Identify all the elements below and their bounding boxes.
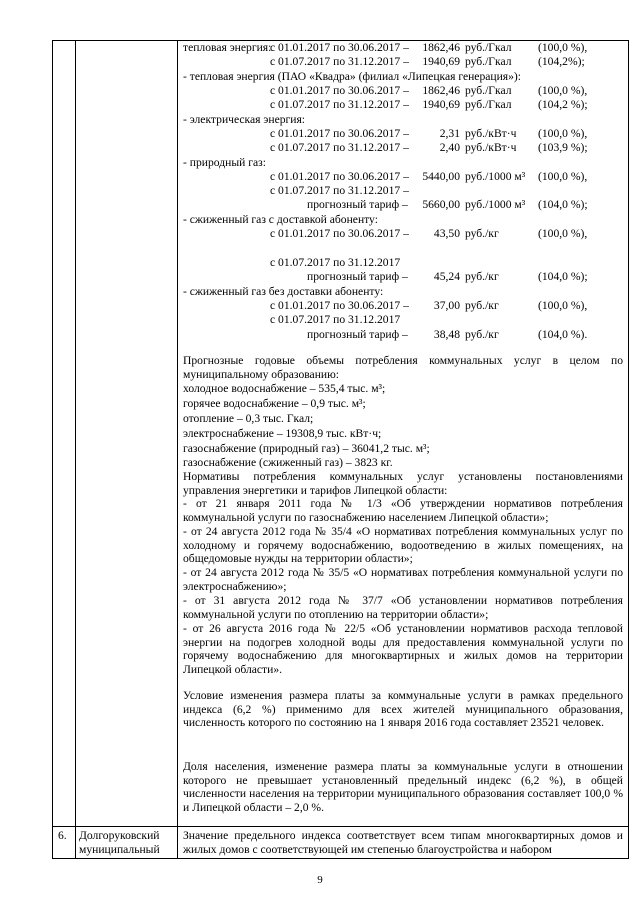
page-number: 9	[317, 874, 323, 886]
municipality-name-cont: муниципальный	[79, 843, 160, 856]
norm-item: - от 24 августа 2012 года № 35/4 «О нормативах потребления коммунальных услуг по холодному и горячему водоснабжению, водоотведению в жилых помещениях, на общедомовые нужды на территории области»;	[183, 525, 623, 565]
tariff-value: 1940,69	[422, 98, 460, 111]
tariff-category: - тепловая энергия (ПАО «Квадра» (филиал «Липецкая генерация»):	[183, 70, 522, 83]
volume-line: газоснабжение (природный газ) – 36041,2 тыс. м³;	[183, 442, 430, 455]
tariff-value: 1940,69	[422, 55, 460, 68]
municipality-name: Долгоруковский	[79, 829, 160, 842]
norm-item: - от 24 августа 2012 года № 35/5 «О нормативах потребления коммунальной услуги по электроснабжению»;	[183, 566, 623, 593]
tariff-period: с 01.07.2017 по 31.12.2017 –	[270, 98, 409, 111]
tariff-percent: (104,0 %).	[538, 328, 588, 341]
tariff-period: с 01.01.2017 по 30.06.2017 –	[270, 170, 409, 183]
tariff-unit: руб./Гкал	[465, 55, 512, 68]
tariff-value: 1862,46	[422, 41, 460, 54]
tariff-percent: (100,0 %),	[538, 84, 588, 97]
tariff-period: с 01.01.2017 по 30.06.2017 –	[270, 227, 409, 240]
tariff-period: прогнозный тариф –	[307, 270, 408, 283]
tariff-unit: руб./Гкал	[465, 84, 512, 97]
tariff-unit: руб./кг	[465, 227, 499, 240]
next-row-text: Значение предельного индекса соответствует всем типам многоквартирных домов и жилых домов с соответствующей им степенью благоустройства и набором	[183, 829, 623, 856]
row-number: 6.	[58, 829, 67, 842]
tariff-percent: (104,0 %);	[538, 198, 588, 211]
tariff-period: прогнозный тариф –	[307, 198, 408, 211]
tariff-percent: (100,0 %),	[538, 41, 588, 54]
tariff-percent: (104,0 %);	[538, 270, 588, 283]
volume-line: газоснабжение (сжиженный газ) – 3823 кг.	[183, 456, 393, 469]
tariff-value: 38,48	[433, 328, 460, 341]
tariff-percent: (104,2%);	[538, 55, 585, 68]
tariff-unit: руб./кВт·ч	[465, 127, 517, 140]
tariff-period: с 01.07.2017 по 31.12.2017 –	[270, 141, 409, 154]
tariff-period: с 01.01.2017 по 30.06.2017 –	[270, 127, 409, 140]
tariff-period: с 01.01.2017 по 30.06.2017 –	[270, 299, 409, 312]
tariff-unit: руб./Гкал	[465, 41, 512, 54]
tariff-period: с 01.07.2017 по 31.12.2017 –	[270, 55, 409, 68]
tariff-period: прогнозный тариф –	[307, 328, 408, 341]
volume-line: холодное водоснабжение – 535,4 тыс. м³;	[183, 382, 386, 395]
tariff-value: 5440,00	[422, 170, 460, 183]
volume-line: отопление – 0,3 тыс. Гкал;	[183, 412, 314, 425]
tariff-value: 37,00	[433, 299, 460, 312]
condition-paragraph: Условие изменения размера платы за коммунальные услуги в рамках предельного индекса (6,2 %) применимо для всех жителей муниципального образования, численность которого по состоянию на 1 января 2016 года составляет 23521 человек.	[183, 689, 623, 729]
tariff-value: 2,31	[439, 127, 460, 140]
tariff-value: 43,50	[433, 227, 460, 240]
tariff-unit: руб./1000 м³	[465, 198, 526, 211]
tariff-category: - природный газ:	[183, 156, 266, 169]
norms-intro: Нормативы потребления коммунальных услуг установлены постановлениями управления энергетики и тарифов Липецкой области:	[183, 470, 623, 497]
column-divider	[75, 41, 76, 858]
tariff-category: тепловая энергия:	[183, 41, 272, 54]
tariff-period: с 01.01.2017 по 30.06.2017 –	[270, 41, 409, 54]
norm-item: - от 31 августа 2012 года № 37/7 «Об установлении нормативов потребления коммунальной услуги по отоплению на территории области»;	[183, 594, 623, 621]
norm-item: - от 26 августа 2016 года № 22/5 «Об установлении нормативов расхода тепловой энергии на подогрев холодной воды для предоставления коммунальной услуги по горячему водоснабжению для многоквартирных и жилых домов на территории Липецкой области».	[183, 622, 623, 676]
tariff-unit: руб./1000 м³	[465, 170, 526, 183]
tariff-period: с 01.01.2017 по 30.06.2017 –	[270, 84, 409, 97]
tariff-percent: (100,0 %),	[538, 299, 588, 312]
tariff-unit: руб./кг	[465, 328, 499, 341]
tariff-value: 1862,46	[422, 84, 460, 97]
volume-line: горячее водоснабжение – 0,9 тыс. м³;	[183, 397, 366, 410]
tariff-value: 5660,00	[422, 198, 460, 211]
volume-line: электроснабжение – 19308,9 тыс. кВт·ч;	[183, 427, 382, 440]
tariff-percent: (100,0 %),	[538, 170, 588, 183]
tariff-category: - сжиженный газ без доставки абоненту:	[183, 285, 384, 298]
tariff-period: с 01.07.2017 по 31.12.2017	[270, 256, 401, 269]
tariff-category: - сжиженный газ с доставкой абоненту:	[183, 213, 378, 226]
population-share-paragraph: Доля населения, изменение размера платы за коммунальные услуги в отношении которого не превышает установленный предельный индекс (6,2 %), в общей численности населения на территории муниципального образования составляет 100,0 % и Липецкой области – 2,0 %.	[183, 760, 623, 814]
column-divider	[177, 41, 178, 858]
tariff-value: 2,40	[439, 141, 460, 154]
tariff-percent: (100,0 %),	[538, 127, 588, 140]
tariff-unit: руб./кг	[465, 270, 499, 283]
volumes-intro: Прогнозные годовые объемы потребления коммунальных услуг в целом по муниципальному образованию:	[183, 354, 623, 381]
norm-item: - от 21 января 2011 года № 1/3 «Об утверждении нормативов потребления коммунальной услуги по газоснабжению населением Липецкой области»;	[183, 497, 623, 524]
tariff-percent: (103,9 %);	[538, 141, 588, 154]
row-divider	[53, 826, 628, 827]
tariff-percent: (100,0 %),	[538, 227, 588, 240]
tariff-unit: руб./кг	[465, 299, 499, 312]
tariff-period: с 01.07.2017 по 31.12.2017 –	[270, 184, 409, 197]
tariff-unit: руб./Гкал	[465, 98, 512, 111]
tariff-unit: руб./кВт·ч	[465, 141, 517, 154]
tariff-category: - электрическая энергия:	[183, 113, 306, 126]
tariff-period: с 01.07.2017 по 31.12.2017	[270, 313, 401, 326]
tariff-percent: (104,2 %);	[538, 98, 588, 111]
tariff-value: 45,24	[433, 270, 460, 283]
